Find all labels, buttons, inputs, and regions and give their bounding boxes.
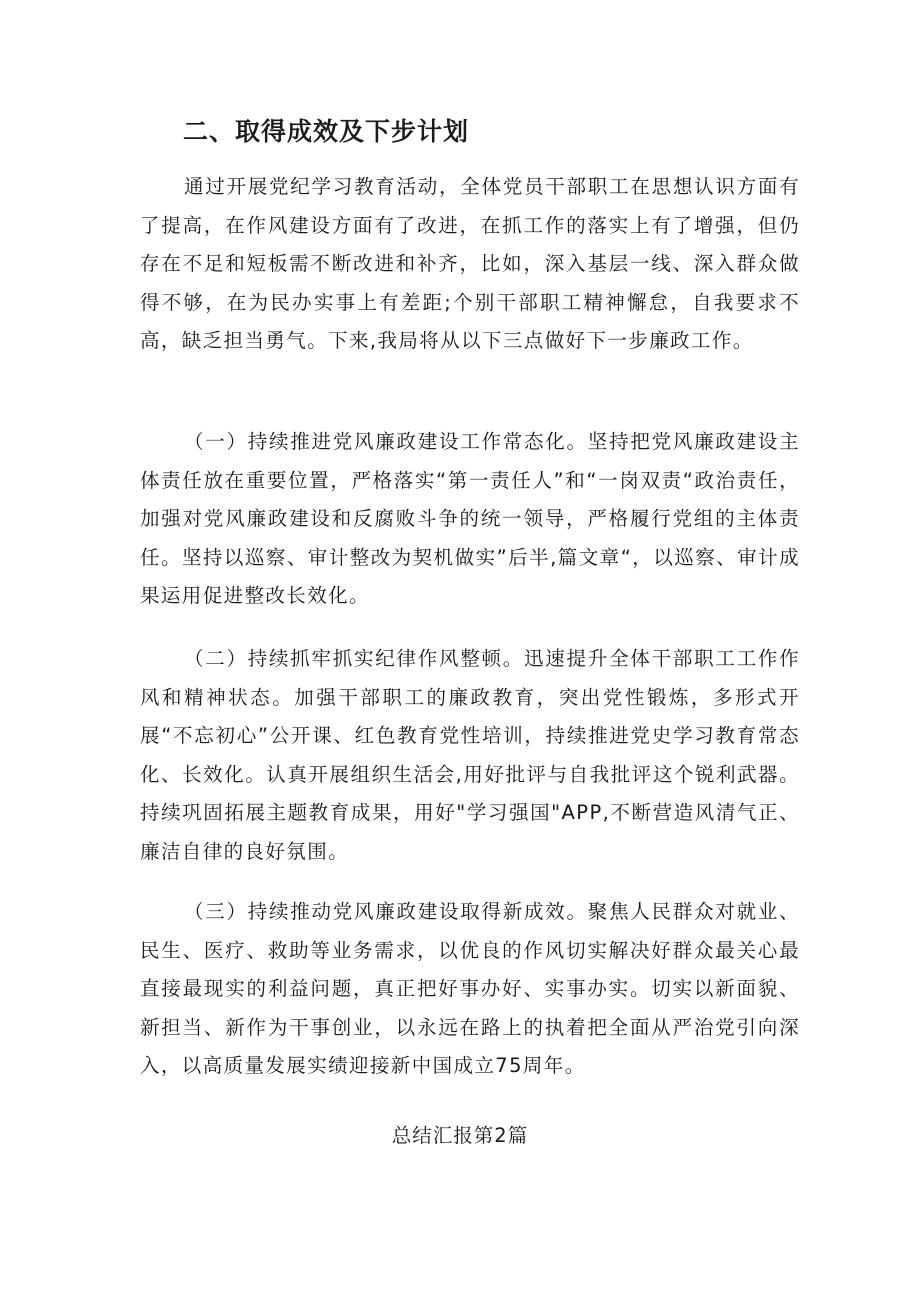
intro-paragraph: 通过开展党纪学习教育活动，全体党员干部职工在思想认识方面有了提高，在作风建设方面有了改进，在抓工作的落实上有了增强，但仍存在不足和短板需不断改进和补齐，比如，深入基层一线、深入群众做得不够，在为民办实事上有差距;个别干部职工精神懈怠，自我要求不高，缺乏担当勇气。下来,我局将从以下三点做好下一步廉政工作。: [140, 175, 800, 352]
section-heading: 二、取得成效及下步计划: [183, 117, 470, 146]
next-article-title: 总结汇报第2篇: [391, 1124, 529, 1147]
point-three-paragraph: （三）持续推动党风廉政建设取得新成效。聚焦人民群众对就业、民生、医疗、救助等业务需求，以优良的作风切实解决好群众最关心最直接最现实的利益问题，真正把好事办好、实事办实。切实以新面貌、新担当、新作为干事创业，以永远在路上的执着把全面从严治党引向深入，以高质量发展实绩迎接新中国成立75周年。: [140, 900, 800, 1077]
point-one-paragraph: （一）持续推进党风廉政建设工作常态化。坚持把党风廉政建设主体责任放在重要位置，严格落实“第一责任人”和“一岗双责“政治责任，加强对党风廉政建设和反腐败斗争的统一领导，严格履行党组的主体责任。坚持以巡察、审计整改为契机做实”后半,篇文章“，以巡察、审计成果运用促进整改长效化。: [140, 430, 800, 607]
point-two-paragraph: （二）持续抓牢抓实纪律作风整顿。迅速提升全体干部职工工作作风和精神状态。加强干部职工的廉政教育，突出党性锻炼，多形式开展“不忘初心”公开课、红色教育党性培训，持续推进党史学习教育常态化、长效化。认真开展组织生活会,用好批评与自我批评这个锐利武器。持续巩固拓展主题教育成果，用好"学习强国"APP,不断营造风清气正、廉洁自律的良好氛围。: [140, 647, 800, 863]
